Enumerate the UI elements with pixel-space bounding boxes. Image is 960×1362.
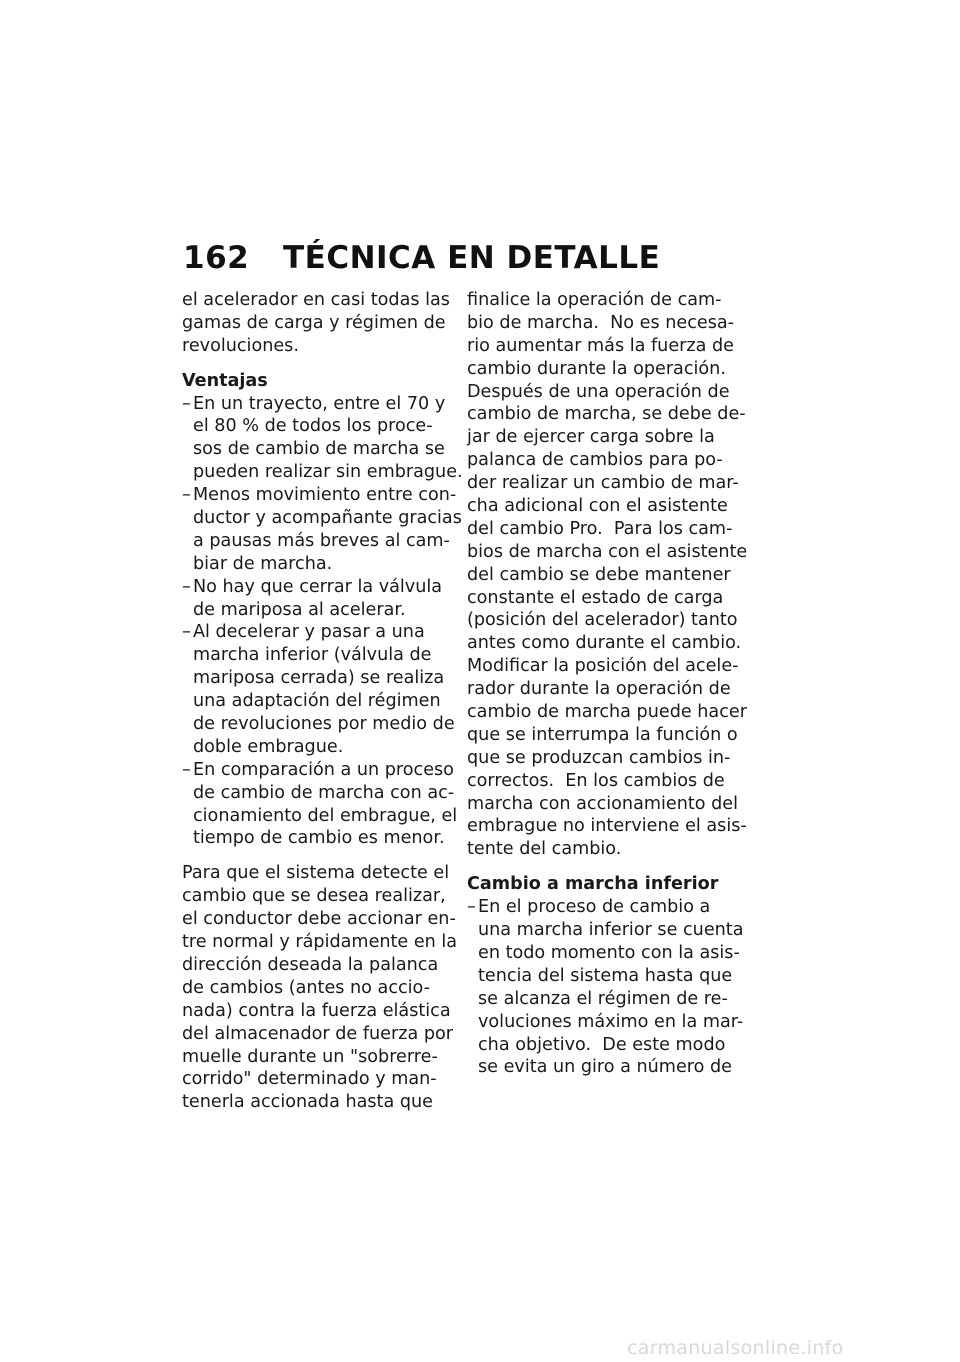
body-text-line: dirección deseada la palanca (182, 954, 439, 975)
dash-bullet-icon: – (467, 897, 476, 918)
bullet-continuation: sos de cambio de marcha se (193, 439, 445, 460)
bullet-item (182, 759, 454, 782)
bullet-continuation: de cambio de marcha con ac- (193, 782, 455, 803)
dash-bullet-icon: – (182, 576, 191, 597)
bullet-continuation: voluciones máximo en la mar- (478, 1011, 744, 1032)
bullet-text: Menos movimiento entre con- (193, 485, 457, 506)
bullet-continuation: el 80 % de todos los proce- (193, 416, 433, 437)
body-text-line: jar de ejercer carga sobre la (467, 427, 715, 448)
body-text-line: embrague no interviene el asis- (467, 816, 747, 837)
body-text-line: de cambios (antes no accio- (182, 977, 430, 998)
body-text-line: rio aumentar más la fuerza de (467, 335, 734, 356)
body-text-line: cambio de marcha, se debe de- (467, 404, 746, 425)
bullet-item (182, 576, 448, 599)
bullet-continuation: en todo momento con la asis- (478, 942, 740, 963)
bullet-continuation: de mariposa al acelerar. (193, 599, 406, 620)
bullet-continuation: biar de marcha. (193, 553, 333, 574)
bullet-item (182, 621, 448, 644)
body-text-line: corrido" determinado y man- (182, 1069, 437, 1090)
watermark-text: carmanualsonline.info (627, 1337, 844, 1359)
paragraph-gap (467, 861, 739, 873)
bullet-continuation: tiempo de cambio es menor. (193, 828, 445, 849)
body-text-line: marcha con accionamiento del (467, 793, 738, 814)
dash-bullet-icon: – (182, 759, 191, 780)
body-text-line: gamas de carga y régimen de (182, 312, 446, 333)
body-text-line: correctos. En los cambios de (467, 770, 725, 791)
body-text-line: muelle durante un "sobrerre- (182, 1046, 438, 1067)
body-text-line: antes como durante el cambio. (467, 633, 742, 654)
section-heading: Ventajas (182, 370, 268, 391)
body-text-line: cambio de marcha puede hacer (467, 702, 747, 723)
body-text-line: cambio durante la operación. (467, 358, 726, 379)
body-text-line: palanca de cambios para po- (467, 450, 723, 471)
bullet-continuation: se evita un giro a número de (478, 1057, 732, 1078)
body-text-line: der realizar un cambio de mar- (467, 473, 739, 494)
body-text-line: cha adicional con el asistente (467, 496, 728, 517)
bullet-continuation: tencia del sistema hasta que (478, 965, 733, 986)
body-text-line: finalice la operación de cam- (467, 290, 722, 310)
body-text-line: nada) contra la fuerza elástica (182, 1000, 451, 1021)
body-text-line: tente del cambio. (467, 839, 622, 860)
bullet-text: En un trayecto, entre el 70 y (193, 393, 446, 414)
body-text-line: tenerla accionada hasta que (182, 1092, 433, 1113)
body-text-line: que se produzcan cambios in- (467, 747, 731, 768)
body-text-line: rador durante la operación de (467, 679, 731, 700)
bullet-item (182, 484, 457, 507)
bullet-continuation: a pausas más breves al cam- (193, 530, 450, 551)
bullet-text: Al decelerar y pasar a una (193, 622, 425, 643)
bullet-continuation: cionamiento del embrague, el (193, 805, 458, 826)
body-text-line: cambio que se desea realizar, (182, 886, 446, 907)
page-header (183, 240, 660, 276)
bullet-item (467, 896, 739, 919)
body-text-line: tre normal y rápidamente en la (182, 932, 458, 953)
bullet-text: No hay que cerrar la válvula (193, 576, 443, 597)
bullet-continuation: una marcha inferior se cuenta (478, 920, 744, 941)
paragraph-gap (182, 358, 448, 370)
bullet-item (182, 393, 448, 416)
bullet-continuation: ductor y acompañante gracias (193, 508, 462, 529)
section-heading: Cambio a marcha inferior (467, 874, 719, 895)
right-column (467, 289, 748, 1079)
body-text-line: bios de marcha con el asistente (467, 541, 748, 562)
body-text-line: que se interrumpa la función o (467, 724, 738, 745)
body-text-line: constante el estado de carga (467, 587, 724, 608)
bullet-continuation: cha objetivo. De este modo (478, 1034, 726, 1055)
body-text-line: del cambio se debe mantener (467, 564, 731, 585)
paragraph-gap (182, 850, 448, 862)
body-text-line: el conductor debe accionar en- (182, 909, 456, 930)
left-column (182, 289, 463, 1114)
bullet-text: En el proceso de cambio a (478, 897, 711, 918)
bullet-continuation: pueden realizar sin embrague. (193, 462, 463, 483)
bullet-continuation: se alcanza el régimen de re- (478, 988, 728, 1009)
bullet-text: En comparación a un proceso (193, 759, 454, 780)
body-text-line: el acelerador en casi todas las (182, 290, 450, 310)
body-text-line: (posición del acelerador) tanto (467, 610, 738, 631)
bullet-continuation: doble embrague. (193, 736, 344, 757)
bullet-continuation: una adaptación del régimen (193, 691, 441, 712)
body-text-line: Para que el sistema detecte el (182, 863, 450, 884)
dash-bullet-icon: – (182, 485, 191, 506)
body-text-line: Después de una operación de (467, 381, 730, 402)
dash-bullet-icon: – (182, 393, 191, 414)
body-text-line: bio de marcha. No es necesa- (467, 312, 735, 333)
page-number: 162 (183, 240, 250, 276)
bullet-continuation: mariposa cerrada) se realiza (193, 668, 445, 689)
section-title: TÉCNICA EN DETALLE (283, 240, 661, 276)
body-text-line: Modificar la posición del acele- (467, 656, 739, 677)
bullet-continuation: marcha inferior (válvula de (193, 645, 432, 666)
body-text-line: revoluciones. (182, 335, 299, 356)
body-text-line: del almacenador de fuerza por (182, 1023, 454, 1044)
bullet-continuation: de revoluciones por medio de (193, 714, 455, 735)
dash-bullet-icon: – (182, 622, 191, 643)
body-text-line: del cambio Pro. Para los cam- (467, 518, 733, 539)
